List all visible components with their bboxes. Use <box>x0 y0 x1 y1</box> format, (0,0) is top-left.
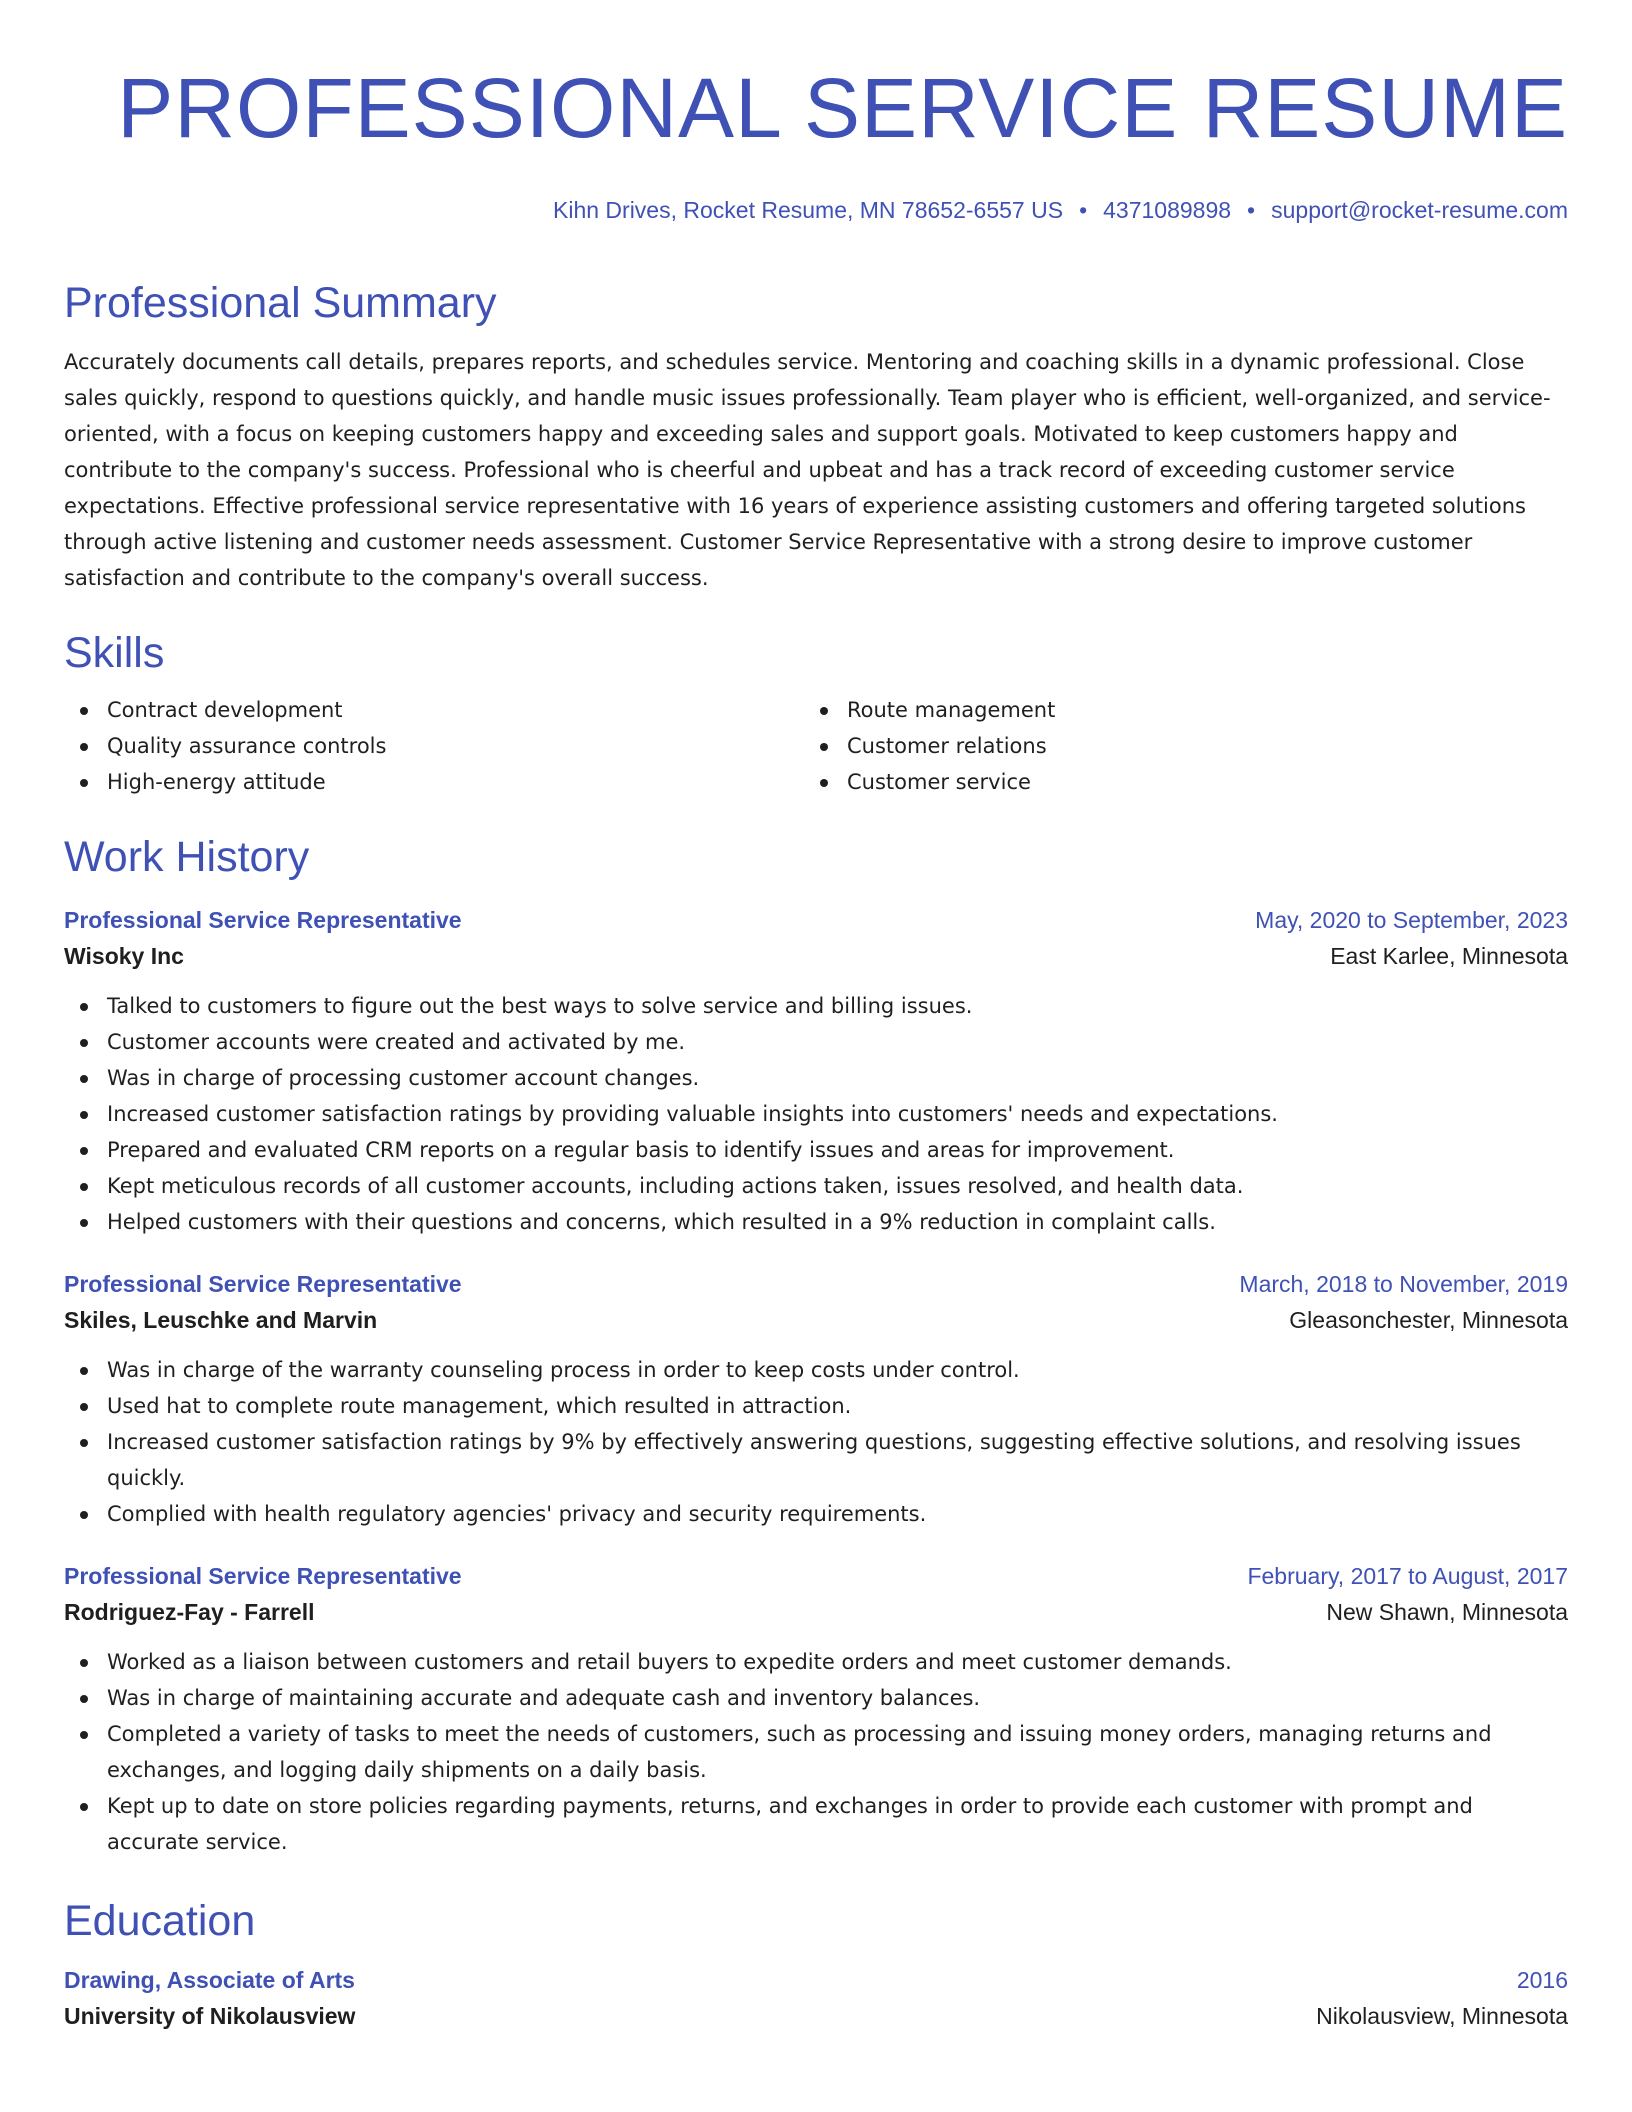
job-location: East Karlee, Minnesota <box>1330 943 1568 969</box>
contact-separator: • <box>1079 197 1088 223</box>
education-school: University of Nikolausview <box>64 2003 356 2029</box>
job-bullets <box>64 988 1568 1240</box>
job-location: New Shawn, Minnesota <box>1326 1599 1568 1625</box>
skills-column-left <box>64 692 804 800</box>
job-company: Skiles, Leuschke and Marvin <box>64 1307 378 1333</box>
job-company: Rodriguez-Fay - Farrell <box>64 1599 315 1625</box>
job-bullet: Worked as a liaison between customers and retail buyers to expedite orders and meet customer demands. <box>64 1644 1568 1680</box>
skill-item: Quality assurance controls <box>64 728 804 764</box>
job-title: Professional Service Representative <box>64 1271 462 1297</box>
summary-heading: Professional Summary <box>64 279 497 327</box>
contact-phone: 4371089898 <box>1103 197 1232 223</box>
job-title: Professional Service Representative <box>64 907 462 933</box>
job-dates: March, 2018 to November, 2019 <box>1239 1271 1568 1297</box>
job-title: Professional Service Representative <box>64 1563 462 1589</box>
job-bullet: Helped customers with their questions and concerns, which resulted in a 9% reduction in complaint calls. <box>64 1204 1568 1240</box>
job-bullet: Prepared and evaluated CRM reports on a regular basis to identify issues and areas for improvement. <box>64 1132 1568 1168</box>
contact-line <box>64 194 1568 226</box>
skills-list <box>64 692 1568 800</box>
contact-email: support@rocket-resume.com <box>1271 197 1568 223</box>
job-bullet: Customer accounts were created and activated by me. <box>64 1024 1568 1060</box>
contact-address: Kihn Drives, Rocket Resume, MN 78652-6557 US <box>553 197 1064 223</box>
job-bullet: Completed a variety of tasks to meet the needs of customers, such as processing and issuing money orders, managing returns and exchanges, and logging daily shipments on a daily basis. <box>64 1716 1568 1788</box>
job-bullet: Increased customer satisfaction ratings by 9% by effectively answering questions, suggesting effective solutions, and resolving issues quickly. <box>64 1424 1568 1496</box>
job-bullets <box>64 1644 1568 1860</box>
skill-item: Route management <box>804 692 1544 728</box>
job-entry <box>64 1558 1568 1860</box>
job-company: Wisoky Inc <box>64 943 184 969</box>
job-bullet: Complied with health regulatory agencies' privacy and security requirements. <box>64 1496 1568 1532</box>
job-dates: May, 2020 to September, 2023 <box>1255 907 1568 933</box>
job-location: Gleasonchester, Minnesota <box>1289 1307 1568 1333</box>
education-entry <box>64 1962 1568 2034</box>
job-bullet: Kept up to date on store policies regarding payments, returns, and exchanges in order to provide each customer with prompt and accurate service. <box>64 1788 1568 1860</box>
job-bullet: Was in charge of processing customer account changes. <box>64 1060 1568 1096</box>
job-bullet: Increased customer satisfaction ratings by providing valuable insights into customers' needs and expectations. <box>64 1096 1568 1132</box>
job-bullet: Was in charge of the warranty counseling process in order to keep costs under control. <box>64 1352 1568 1388</box>
education-year: 2016 <box>1516 1967 1568 1993</box>
summary-text: Accurately documents call details, prepares reports, and schedules service. Mentoring and coaching skills in a dynamic professional. Close sales quickly, respond to questions quickly, and handle music issues professionally. Team player who is efficient, well-organized, and service-oriented, with a focus on keeping customers happy and exceeding sales and support goals. Motivated to keep customers happy and contribute to the company's success. Professional who is cheerful and upbeat and has a track record of exceeding customer service expectations. Effective professional service representative with 16 years of experience assisting customers and offering targeted solutions through active listening and customer needs assessment. Customer Service Representative with a strong desire to improve customer satisfaction and contribute to the company's overall success. <box>64 350 1551 590</box>
job-bullets <box>64 1352 1568 1532</box>
education-heading: Education <box>64 1897 256 1945</box>
skill-item: Customer service <box>804 764 1544 800</box>
skill-item: Customer relations <box>804 728 1544 764</box>
resume-name: PROFESSIONAL SERVICE RESUME <box>117 61 1568 155</box>
education-location: Nikolausview, Minnesota <box>1316 2003 1568 2029</box>
skills-column-right <box>804 692 1544 800</box>
skills-heading: Skills <box>64 629 165 677</box>
skill-item: High-energy attitude <box>64 764 804 800</box>
work-history-heading: Work History <box>64 833 310 881</box>
job-bullet: Used hat to complete route management, which resulted in attraction. <box>64 1388 1568 1424</box>
job-entry <box>64 902 1568 1240</box>
education-degree: Drawing, Associate of Arts <box>64 1967 355 1993</box>
contact-separator: • <box>1247 197 1256 223</box>
job-bullet: Kept meticulous records of all customer accounts, including actions taken, issues resolved, and health data. <box>64 1168 1568 1204</box>
job-bullet: Talked to customers to figure out the best ways to solve service and billing issues. <box>64 988 1568 1024</box>
job-entry <box>64 1266 1568 1532</box>
job-bullet: Was in charge of maintaining accurate and adequate cash and inventory balances. <box>64 1680 1568 1716</box>
job-dates: February, 2017 to August, 2017 <box>1247 1563 1568 1589</box>
skill-item: Contract development <box>64 692 804 728</box>
